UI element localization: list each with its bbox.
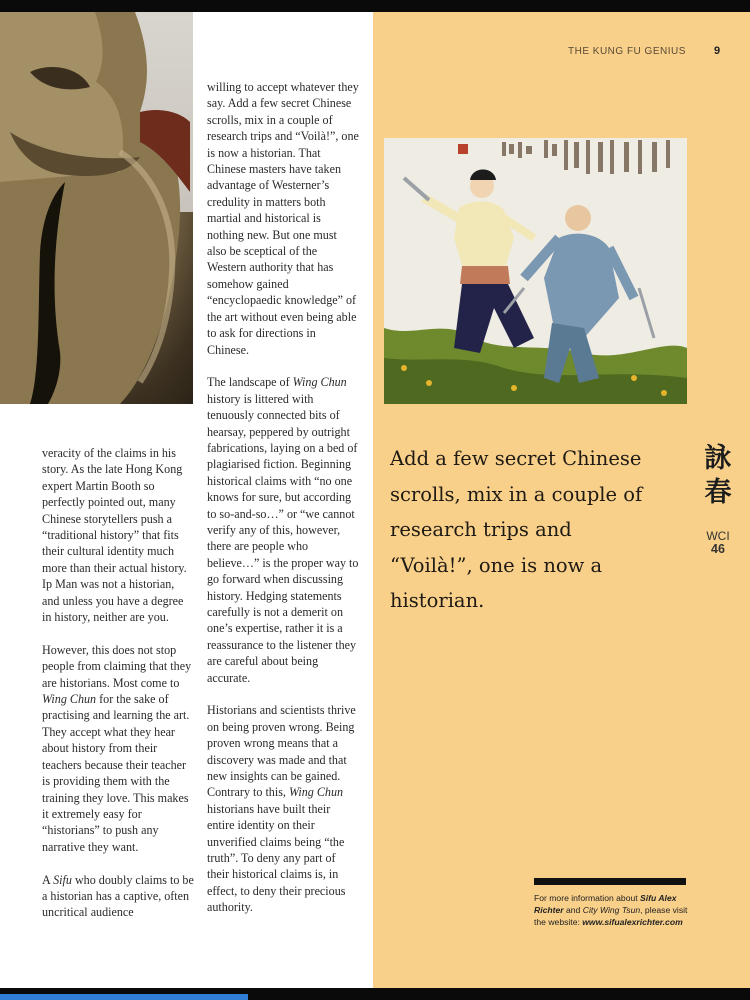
paragraph: However, this does not stop people from claiming that they are historians. Most come to Wing Chun for the sake of practising and learning the art. They accept what they hear about history from their teachers because their teacher is providing them with the training they love. This makes it extremely easy for “historians” to push any narrative they want. bbox=[42, 642, 192, 854]
running-title: THE KUNG FU GENIUS bbox=[568, 46, 686, 57]
issue-label: WCI bbox=[706, 529, 730, 543]
body-column-2 bbox=[207, 79, 359, 932]
chinese-char: 春 bbox=[704, 477, 732, 508]
pull-quote: Add a few secret Chinese scrolls, mix in a couple of research trips and “Voilà!”, one is now a historian. bbox=[390, 447, 643, 612]
paragraph: willing to accept whatever they say. Add a few secret Chinese scrolls, mix in a couple of research trips and “Voilà!”, one is now a historian. That Chinese masters have taken advantage of Westerner’s credulity in matters both martial and historical is nothing new. But one must also be sceptical of the Western authority that has somehow gained “encyclopaedic knowledge” of the art without even being able to ask for directions in Chinese. bbox=[207, 80, 359, 357]
paragraph: veracity of the claims in his story. As the late Hong Kong expert Martin Booth so perfectly pointed out, many Chinese storytellers push a “traditional history” that fits their cultural identity much more than their actual history. Ip Man was not a historian, and unless you have a degree in history, neither are you. bbox=[42, 446, 187, 625]
info-note: For more information about Sifu Alex Richter and City Wing Tsun, please visit the website: www.sifualexrichter.com bbox=[534, 893, 688, 927]
issue-badge bbox=[695, 530, 741, 556]
statue-photo bbox=[0, 12, 193, 404]
page-number: 9 bbox=[714, 45, 721, 57]
wing-chun-characters bbox=[700, 442, 736, 510]
reading-progress-bar[interactable] bbox=[0, 994, 248, 1000]
website-link[interactable]: www.sifualexrichter.com bbox=[582, 917, 683, 927]
paragraph: Historians and scientists thrive on being proven wrong. Being proven wrong means that a discovery was made and that new insights can be gained. Contrary to this, Wing Chun historians have built their entire identity on their unverified claims being “the truth”. To deny any part of their historical claims is, in effect, to deny their precious authority. bbox=[207, 703, 356, 915]
paragraph: A Sifu who doubly claims to be a historian has a captive, often uncritical audience bbox=[42, 872, 194, 920]
issue-number: 46 bbox=[711, 542, 725, 556]
kung-fu-painting bbox=[384, 138, 687, 404]
sidebar-panel bbox=[373, 12, 750, 988]
magazine-page bbox=[0, 12, 750, 988]
info-divider bbox=[534, 878, 686, 885]
top-frame-bar bbox=[0, 0, 750, 12]
paragraph: The landscape of Wing Chun history is littered with tenuously connected bits of hearsay, peppered by outright fabrications, laying on a bed of plagiarised fiction. Beginning historical claims with “no one knows for sure, but according to so-and-so…” or “we cannot verify any of this, however, there are people who believe…” is the proper way to go forward when discussing history. Hedging statements carefully is not a demerit on one’s expertise, rather it is a reassurance to the listener they are careful about being accurate. bbox=[207, 375, 359, 685]
chinese-char: 詠 bbox=[704, 443, 732, 474]
body-column-1 bbox=[42, 445, 194, 937]
